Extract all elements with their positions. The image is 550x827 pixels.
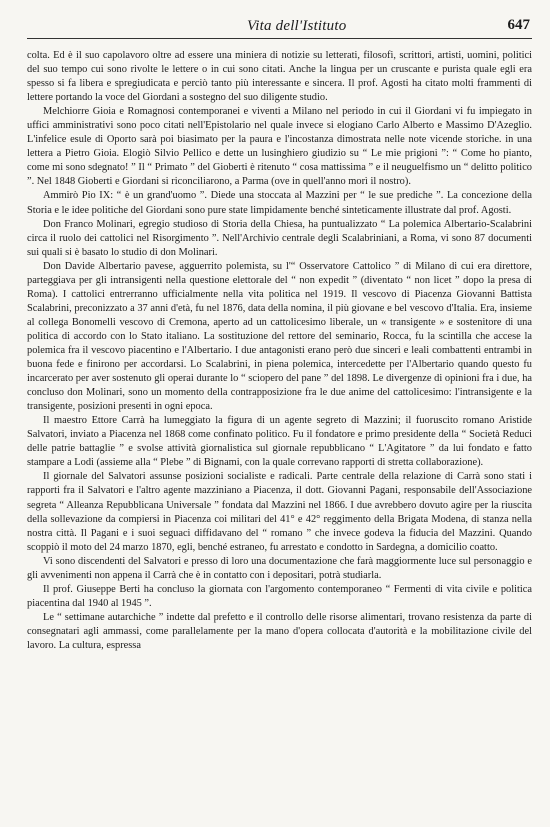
paragraph: Don Davide Albertario pavese, agguerrito polemista, su l'“ Osservatore Cattolico ” di Milano di cui era direttore, parteggiava per gli intransigenti nella questione elettorale del “ non expedit ” (diventato “ non licet ” dopo la presa di Roma). I cattolici entrerranno ufficialmente nella vita politica nel 1919. Il vescovo di Piacenza Giovanni Battista Scalabrini, preconizzato a 37 anni d'età, fu nel 1876, data della nomina, il più giovane e bel vescovo d'Italia. Era, insieme al collega Bonomelli vescovo di Cremona, aperto ad un cattolicesimo liberale, un « transigente » e sostenitore di una politica di accordo con lo Stato italiano. La sostituzione del rettore del seminario, Rocca, fu la scintilla che accese la polemica fra il vescovo piacentino e l'Albertario. I due antagonisti erano però due sinceri e leali combattenti entrambi in buona fede e finirono per accordarsi. Lo Scalabrini, in piena polemica, intercedette per l'Albertario quando questo fu incarcerato per aver sostenuto gli operai durante lo “ sciopero del pane ” del 1898. Le divergenze di opinioni fra i due, ha concluso don Molinari, sono un momento della contrapposizione fra le due anime del cattolicesimo: l'intransigente e la transigente, posizioni presenti in ogni epoca. bbox=[27, 260, 532, 413]
paragraph: Il maestro Ettore Carrà ha lumeggiato la figura di un agente segreto di Mazzini; il fuoruscito romano Aristide Salvatori, inviato a Piacenza nel 1868 come confinato politico. Fu il fondatore e primo presidente della “ Società Reduci delle patrie battaglie ” e svolse attività giornalistica sul giornale repubblicano “ L'Agitatore ” da lui fondato e fatto stampare a Lodi (assieme alla “ Plebe ” di Bignami, con la quale correvano rapporti di stretta collaborazione). bbox=[27, 415, 532, 469]
running-title: Vita dell'Istituto bbox=[247, 18, 347, 34]
paragraph: Ammirò Pio IX: “ è un grand'uomo ”. Diede una stoccata al Mazzini per “ le sue prediche ”. La concezione della Storia e le idee politiche del Giordani sono pure state limpidamente benché sinteticamente illustrate dal prof. Agosti. bbox=[27, 190, 532, 216]
page-number: 647 bbox=[507, 17, 530, 33]
paragraph: Don Franco Molinari, egregio studioso di Storia della Chiesa, ha puntualizzato “ La polemica Albertario-Scalabrini circa il ruolo dei cattolici nel Risorgimento ”. Nell'Archivio centrale degli Scalabriniani, a Roma, vi sono 87 documenti sui quali si è basato lo studio di don Molinari. bbox=[27, 218, 532, 258]
paragraph: Melchiorre Gioia e Romagnosi contemporanei e viventi a Milano nel periodo in cui il Giordani vi fu impiegato in uffici amministrativi sono poco citati nell'Epistolario nel quale invece si elogiano Carlo Alberto e Massimo D'Azeglio. L'infelice esule di Oporto sarà poi biasimato per la paura e l'incostanza dimostrata nelle note vicende storiche. in una lettera a Pietro Gioia. Elogiò Silvio Pellico e dette un lusinghiero giudizio su “ Le mie prigioni ”: “ Come ho pianto, come mi sono sdegnato! ” Il “ Primato ” del Gioberti è ritenuto “ cosa mattissima ” e il neuguelfismo un “ delitto politico ”. Nel 1848 Gioberti e Giordani si riconciliarono, a Parma (ove in quell'anno morì il nostro). bbox=[27, 106, 532, 188]
page-header bbox=[27, 14, 532, 39]
body-text bbox=[27, 49, 532, 653]
paragraph: Vi sono discendenti del Salvatori e presso di loro una documentazione che farà maggiormente luce sul personaggio e gli avvenimenti non appena il Carrà che è in contatto con i depositari, potrà studiarla. bbox=[27, 555, 532, 581]
paragraph: colta. Ed è il suo capolavoro oltre ad essere una miniera di notizie su letterati, filosofi, scrittori, artisti, uomini, politici del suo tempo cui sono rivolte le lettere o in cui sono citati. Anche la lingua per un cruscante e purista quale egli era spesso si fa libera e spregiudicata e perciò tanto più interessante e sincera. Il prof. Agosti ha citato molti frammenti di lettere portando la voce del Giordani a sostegno del suo diligente studio. bbox=[27, 50, 532, 104]
paragraph: Le “ settimane autarchiche ” indette dal prefetto e il controllo delle risorse alimentari, trovano resistenza da parte di consegnatari agli ammassi, come parallelamente per la mano d'opera collocata d'autorità e la mobilitazione civile del lavoro. La cultura, espressa bbox=[27, 611, 532, 651]
paragraph: Il prof. Giuseppe Berti ha concluso la giornata con l'argomento contemporaneo “ Fermenti di vita civile e politica piacentina dal 1940 al 1945 ”. bbox=[27, 583, 532, 609]
paragraph: Il giornale del Salvatori assunse posizioni socialiste e radicali. Parte centrale della relazione di Carrà sono stati i rapporti fra il Salvatori e l'altro agente mazziniano a Piacenza, il dott. Giovanni Pagani, responsabile dell'Associazione segreta “ Alleanza Repubblicana Universale ” fondata dal Mazzini nel 1866. I due avrebbero dovuto agire per la riuscita della sollevazione da compiersi in Piacenza coi militari del 41° e 42° reggimento della Brigata Modena, di stanza nella nostra città. Il Pagani e i suoi seguaci diffidavano del “ romano ” che invece godeva la fiducia del Mazzini. Quando scoppiò il moto del 24 marzo 1870, egli, benché estraneo, fu arrestato e condotto in Sardegna, a domicilio coatto. bbox=[27, 471, 532, 553]
